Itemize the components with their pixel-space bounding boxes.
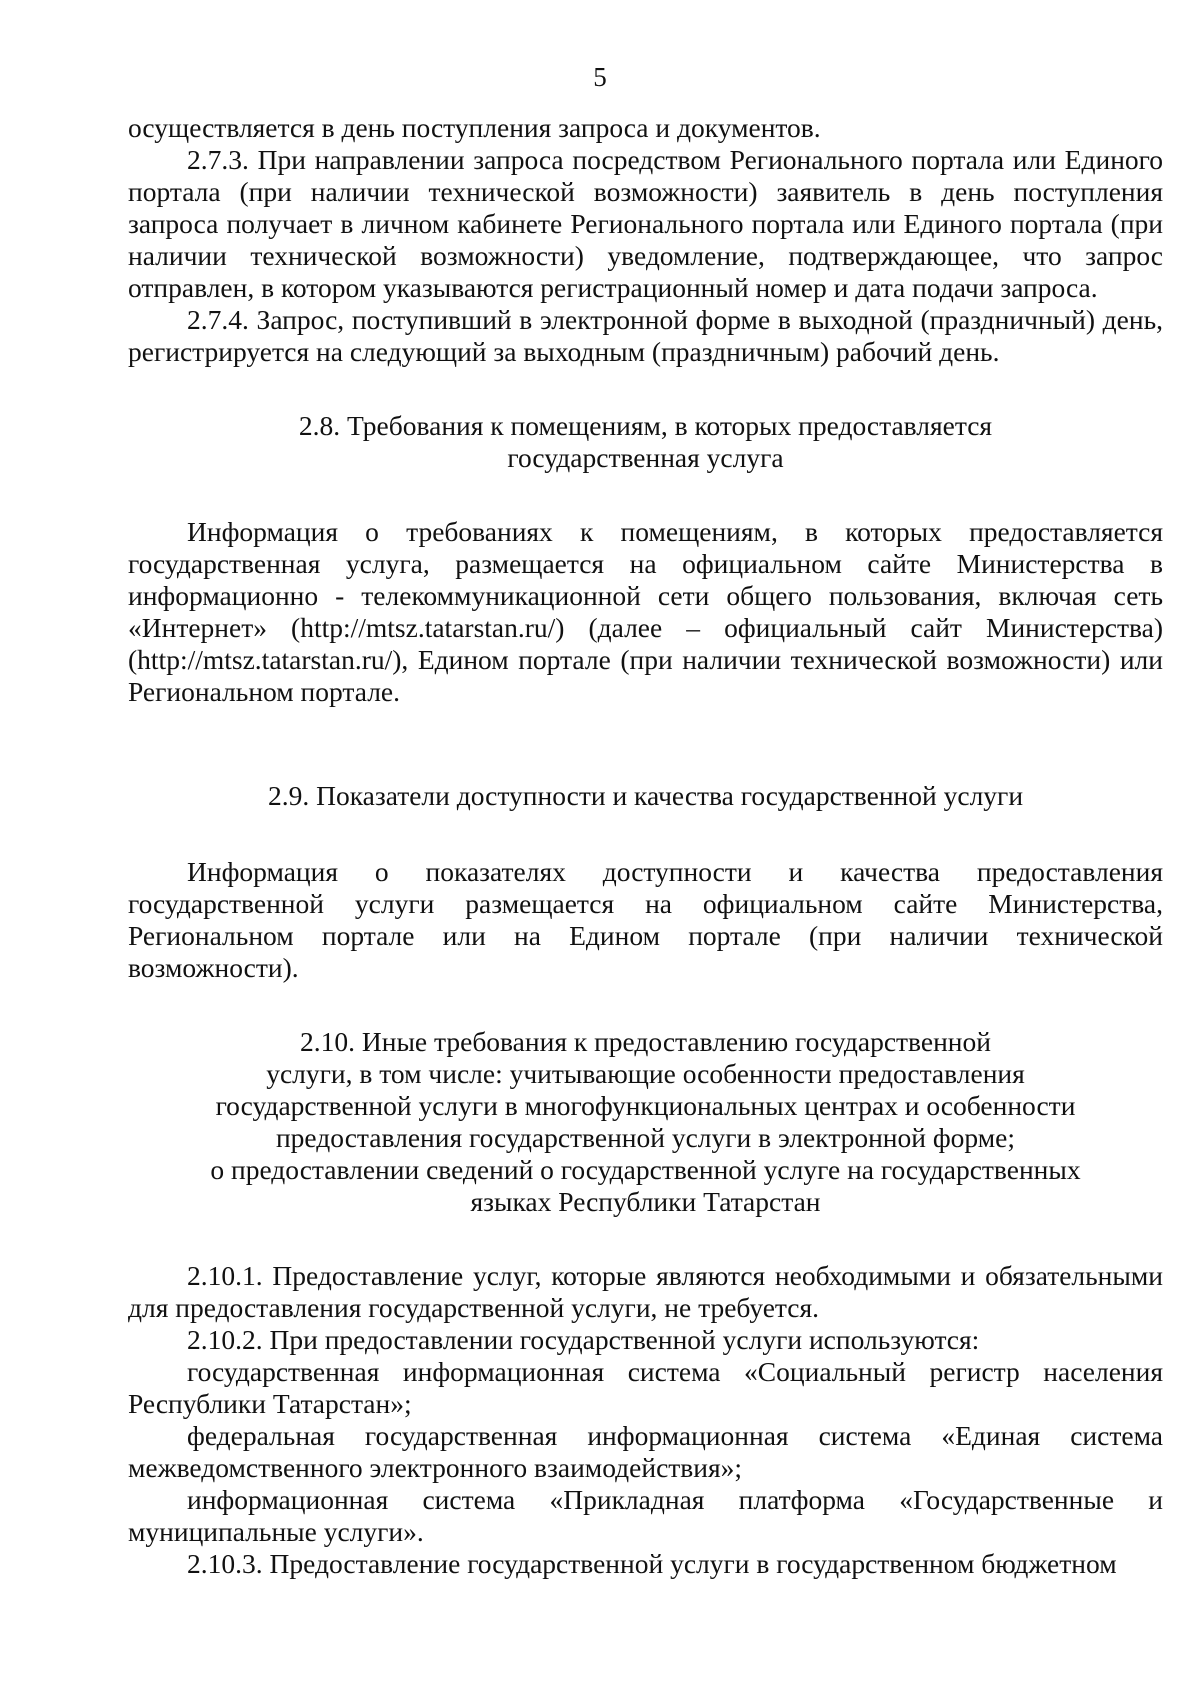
page-number: 5 (593, 62, 607, 92)
list-item: информационная система «Прикладная платформа «Государственные и муниципальные услуги». (128, 1484, 1163, 1547)
heading-line: услуги, в том числе: учитывающие особенности предоставления (266, 1058, 1025, 1089)
paragraph-2-7-3: 2.7.3. При направлении запроса посредством Регионального портала или Единого портала (при наличии технической возможности) заявитель в день поступления запроса получает в личном кабинете Регионального портала или Единого портала (при наличии технической возможности) уведомление, подтверждающее, что запрос отправлен, в котором указываются регистрационный номер и дата подачи запроса. (128, 144, 1163, 303)
list-item: федеральная государственная информационная система «Единая система межведомственного электронного взаимодействия»; (128, 1420, 1163, 1483)
section-heading-2-8 (128, 410, 1163, 474)
paragraph-2-10-2: 2.10.2. При предоставлении государственной услуги используются: (187, 1324, 980, 1355)
paragraph-2-7-4: 2.7.4. Запрос, поступивший в электронной форме в выходной (праздничный) день, регистрируется на следующий за выходным (праздничным) рабочий день. (128, 304, 1163, 367)
heading-line: языках Республики Татарстан (470, 1186, 821, 1217)
heading-line: предоставления государственной услуги в электронной форме; (275, 1122, 1016, 1153)
paragraph-2-10-3: 2.10.3. Предоставление государственной услуги в государственном бюджетном (187, 1548, 1117, 1579)
paragraph-2-8-info: Информация о требованиях к помещениям, в которых предоставляется государственная услуга, размещается на официальном сайте Министерства в информационно - телекоммуникационной сети общего пользования, включая сеть «Интернет» (http://mtsz.tatarstan.ru/) (далее – официальный сайт Министерства) (http://mtsz.tatarstan.ru/), Едином портале (при наличии технической возможности) или Региональном портале. (128, 516, 1163, 707)
heading-line: о предоставлении сведений о государственной услуге на государственных (210, 1154, 1081, 1185)
list-item: государственная информационная система «Социальный регистр населения Республики Татарстан»; (128, 1356, 1163, 1419)
heading-line: государственная услуга (507, 442, 784, 473)
paragraph-2-9-info: Информация о показателях доступности и качества предоставления государственной услуги размещается на официальном сайте Министерства, Региональном портале или на Едином портале (при наличии технической возможности). (128, 856, 1163, 983)
heading-line: государственной услуги в многофункциональных центрах и особенности (215, 1090, 1076, 1121)
paragraph: осуществляется в день поступления запроса и документов. (128, 112, 821, 143)
section-heading-2-10 (128, 1026, 1163, 1218)
document-body (128, 112, 1163, 1580)
section-heading-2-9: 2.9. Показатели доступности и качества государственной услуги (267, 780, 1024, 811)
heading-line: 2.8. Требования к помещениям, в которых предоставляется (298, 410, 993, 441)
heading-line: 2.10. Иные требования к предоставлению государственной (300, 1026, 991, 1057)
paragraph-2-10-1: 2.10.1. Предоставление услуг, которые являются необходимыми и обязательными для предоставления государственной услуги, не требуется. (128, 1260, 1163, 1323)
